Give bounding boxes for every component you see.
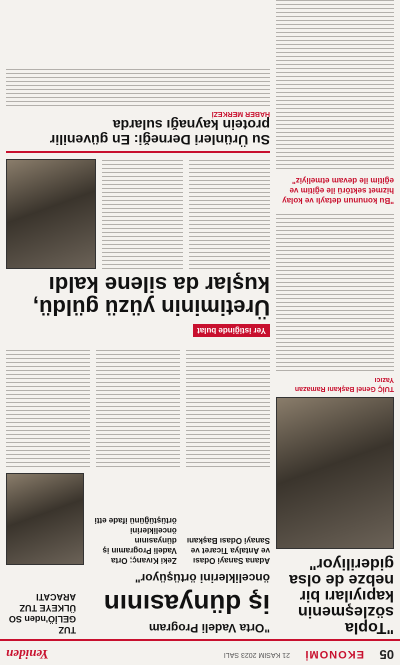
main-body-1: [186, 347, 270, 467]
story-photo: [6, 473, 84, 565]
left-headline: "Topla sözleşmenin kapıyıları bir nebze de olsa gideriliyor": [289, 555, 394, 636]
page-number: 05: [379, 647, 394, 662]
newspaper-logo: Yeniden: [6, 647, 49, 662]
main-story: [6, 5, 270, 635]
left-story: [276, 5, 394, 635]
main-body-3: [6, 347, 90, 467]
side-brief: TUZ GELİÖ'nden SO ÜLKEYE TUZ ARACATI: [8, 592, 76, 635]
second-body-2: [102, 159, 183, 269]
boat-photo: [6, 159, 96, 269]
section-label: EKONOMİ: [304, 648, 364, 660]
side-headline: Su Ürünleri Derneği: En güvenilir protein kaynağı sularda: [49, 117, 270, 148]
issue-date: 21 KASIM 2023 SALI: [223, 651, 290, 658]
left-body-text: [276, 211, 394, 371]
main-headline: iş dünyasının: [103, 589, 270, 619]
side-body: [6, 66, 270, 106]
main-kicker: "Orta Vadeli Program: [148, 621, 270, 635]
left-body-text-2: [276, 0, 394, 169]
section-tag: Yer istiğinde bulat: [193, 324, 270, 337]
main-body-2: [96, 347, 180, 467]
byline: HABER MERKEZİ: [211, 110, 270, 117]
second-body-1: [189, 159, 270, 269]
lead-2: Zeki Kıvanç; Orta Vadeli Programın iş dünyasının önceliklerini örtüştüğünü ifade etti: [94, 516, 177, 565]
portrait-photo: [276, 397, 394, 549]
side-story: [6, 66, 270, 153]
second-headline: Üretiminin yüzü güldü, kuşlar da silene kaldı: [32, 272, 270, 320]
left-pull-quote: "Bu konunun detaylı ve kolay hizmet sektörü ile eğitim ve eğitim ile devam etmeliyiz": [282, 176, 394, 205]
photo-caption: TUİÇ Genel Başkanı Ramazan Yazıcı: [294, 376, 394, 392]
page-header: [0, 639, 400, 665]
main-headline-2: önceliklerini örtüşüyor": [134, 571, 270, 585]
lead-1: Adana Sanayi Odası ve Antalya Ticaret ve Sanayi Odası Başkanı: [186, 536, 270, 565]
